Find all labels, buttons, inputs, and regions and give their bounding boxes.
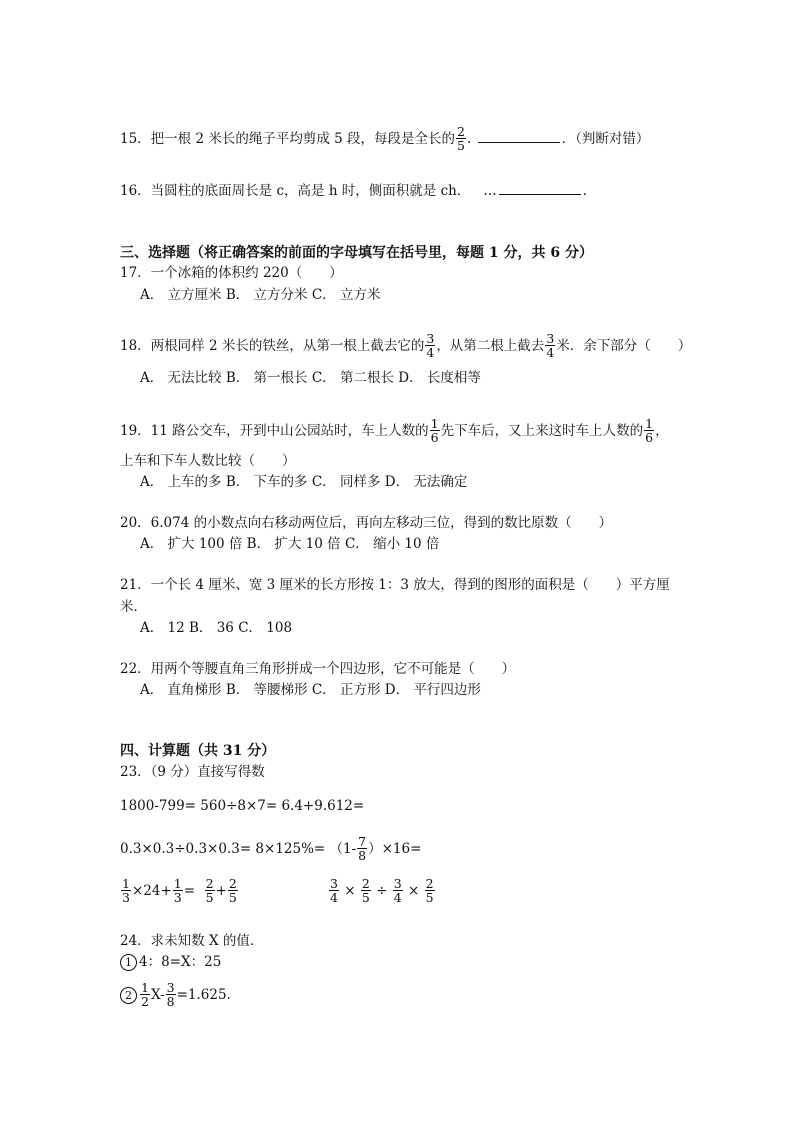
q19-line-2: 上车和下车人数比较（ ） — [120, 453, 296, 469]
q19-options: A． 上车的多 B． 下车的多 C． 同样多 D． 无法确定 — [140, 474, 468, 490]
q24-item-2: 2 $\frac{1}{2}$ X- $\frac{3}{8}$ =1.625． — [120, 982, 240, 1009]
q24-item-1: 1 4：8=X：25 — [120, 953, 221, 971]
q21-options: A． 12 B． 36 C． 108 — [140, 620, 293, 636]
section-4-heading: 四、计算题（共 31 分） — [120, 743, 276, 759]
q18-options: A． 无法比较 B． 第一根长 C． 第二根长 D． 长度相等 — [140, 370, 481, 386]
circled-number: 1 — [120, 954, 137, 971]
q23-title: 23．（9 分）直接写得数 — [120, 764, 265, 780]
q20-options: A． 扩大 100 倍 B． 扩大 10 倍 C． 缩小 10 倍 — [140, 536, 440, 552]
q23-row-2: 0.3×0.3÷0.3×0.3= 8×125%= （1- $\frac{7}{8}$ ）×16= — [120, 834, 422, 863]
answer-blank[interactable] — [499, 182, 581, 195]
q23-row-1: 1800-799= 560÷8×7= 6.4+9.612= — [120, 798, 365, 814]
q23-row-3-left: $\frac{1}{3}$ ×24+ $\frac{1}{3}$ = $\frac{2}{5}$ + $\frac{2}{5}$ — [122, 876, 237, 905]
q22-options: A． 直角梯形 B． 等腰梯形 C． 正方形 D． 平行四边形 — [140, 682, 481, 698]
section-3-heading: 三、选择题（将正确答案的前面的字母填写在括号里，每题 1 分，共 6 分） — [120, 245, 593, 261]
q17-options: A． 立方厘米 B． 立方分米 C． 立方米 — [140, 287, 381, 303]
q21-stem: 21．一个长 4 厘米、宽 3 厘米的长方形按 1：3 放大，得到的图形的面积是（ ）平方厘 — [120, 577, 670, 593]
q16-text: 16．当圆柱的底面周长是 c，高是 h 时，侧面积就是 ch． — [120, 183, 471, 199]
q19-fraction-2: $\frac{1}{6}$ — [645, 416, 654, 445]
question-16: 16．当圆柱的底面周长是 c，高是 h 时，侧面积就是 ch． … ． — [120, 183, 597, 199]
q24-title: 24．求未知数 X 的值． — [120, 933, 264, 949]
q18-fraction-1: $\frac{3}{4}$ — [426, 331, 435, 360]
question-19: 19．11 路公交车，开到中山公园站时，车上人数的 $\frac{1}{6}$ 先下车后，又上来这时车上人数的 $\frac{1}{6}$ ， — [120, 416, 669, 445]
q17-stem: 17．一个冰箱的体积约 220（ ） — [120, 265, 343, 281]
q22-stem: 22．用两个等腰直角三角形拼成一个四边形，它不可能是（ ） — [120, 661, 516, 677]
question-15: 15．把一根 2 米长的绳子平均剪成 5 段，每段是全长的 $\frac{2}{5}$ . ．（判断对错） — [120, 124, 650, 153]
q21-line-2: 米． — [120, 599, 147, 615]
q20-stem: 20．6.074 的小数点向右移动两位后，再向左移动三位，得到的数比原数（ ） — [120, 515, 613, 531]
q15-fraction: $\frac{2}{5}$ — [457, 124, 465, 153]
circled-number: 2 — [120, 987, 137, 1004]
q23-row2-fraction: $\frac{7}{8}$ — [358, 834, 367, 863]
q18-fraction-2: $\frac{3}{4}$ — [546, 331, 555, 360]
question-18: 18．两根同样 2 米长的铁丝，从第一根上截去它的 $\frac{3}{4}$ ，从第二根上截去 $\frac{3}{4}$ 米．余下部分（ ） — [120, 331, 692, 360]
q15-text: 15．把一根 2 米长的绳子平均剪成 5 段，每段是全长的 — [120, 131, 456, 147]
q19-fraction-1: $\frac{1}{6}$ — [430, 416, 439, 445]
q23-row-3-right: $\frac{3}{4}$ × $\frac{2}{5}$ ÷ $\frac{3}{4}$ × $\frac{2}{5}$ — [330, 876, 434, 905]
answer-blank[interactable] — [478, 130, 560, 143]
